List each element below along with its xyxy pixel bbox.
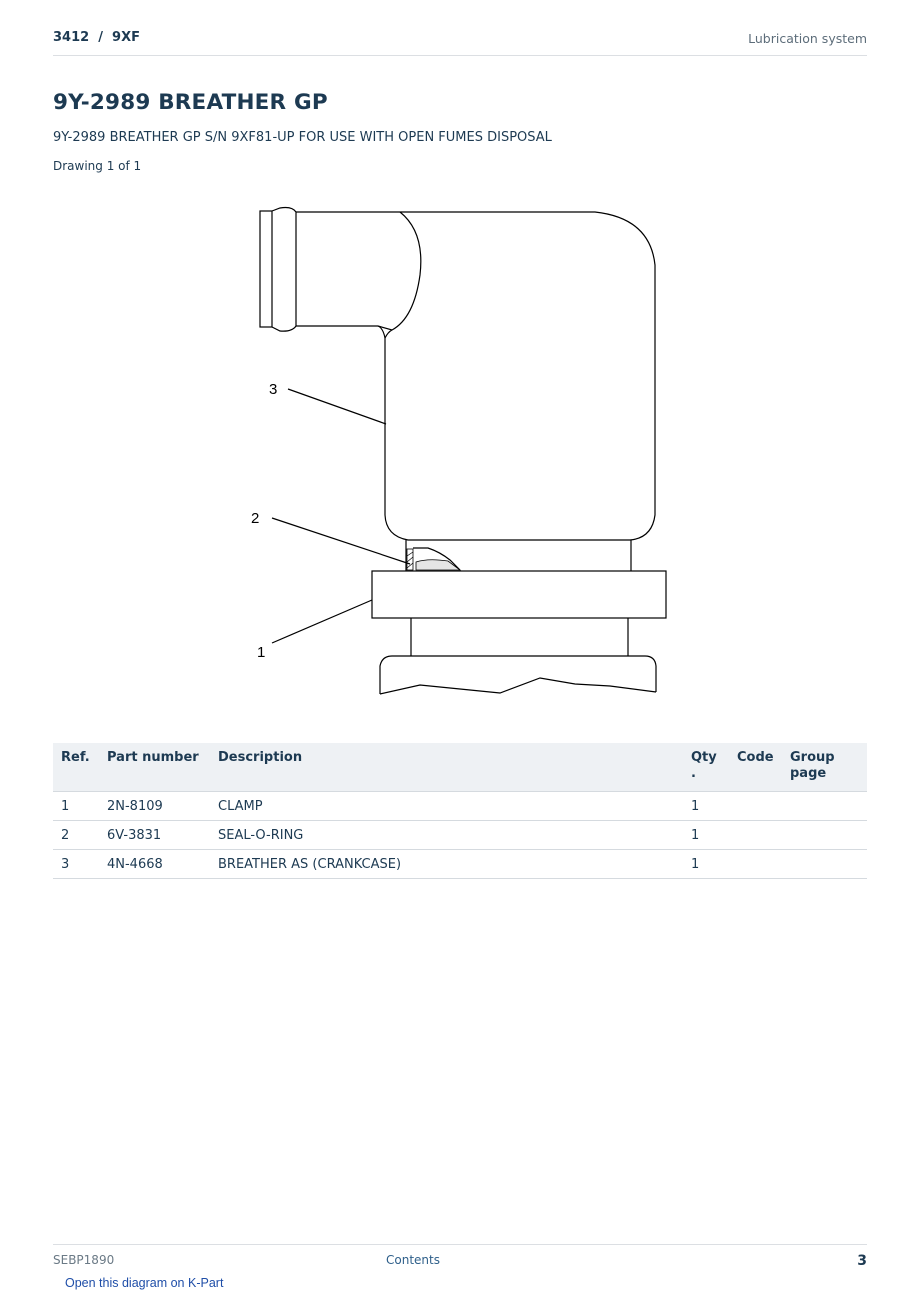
outlet-pipe — [260, 208, 421, 332]
header-qty-line2: . — [691, 766, 696, 781]
header-part-number: Part number — [99, 743, 210, 792]
cell-group-page — [782, 792, 867, 821]
cell-qty: 1 — [683, 792, 729, 821]
section-name: Lubrication system — [748, 31, 867, 46]
cell-code — [729, 792, 782, 821]
cell-description: BREATHER AS (CRANKCASE) — [210, 850, 683, 879]
seal-area — [406, 540, 631, 571]
cell-ref: 1 — [53, 792, 99, 821]
header-code: Code — [729, 743, 782, 792]
cell-qty: 1 — [683, 821, 729, 850]
page-subtitle: 9Y-2989 BREATHER GP S/N 9XF81-UP FOR USE WITH OPEN FUMES DISPOSAL — [53, 130, 552, 145]
cell-description: SEAL-O-RING — [210, 821, 683, 850]
header-ref: Ref. — [53, 743, 99, 792]
cell-description: CLAMP — [210, 792, 683, 821]
header-description: Description — [210, 743, 683, 792]
page-title: 9Y-2989 BREATHER GP — [53, 90, 328, 115]
page-number: 3 — [857, 1253, 867, 1269]
header-group-page — [782, 743, 867, 792]
model-serial: 3412 / 9XF — [53, 30, 140, 45]
header-group-line1: Group — [790, 750, 835, 765]
lower-tube — [380, 618, 656, 694]
cell-part-number: 6V-3831 — [99, 821, 210, 850]
open-in-kpart-link[interactable]: Open this diagram on K-Part — [65, 1276, 224, 1290]
page-header — [53, 28, 867, 56]
drawing-count: Drawing 1 of 1 — [53, 159, 142, 173]
table-row — [53, 821, 867, 850]
cell-ref: 2 — [53, 821, 99, 850]
cell-code — [729, 850, 782, 879]
contents-link[interactable]: Contents — [386, 1253, 440, 1267]
table-row — [53, 850, 867, 879]
header-qty-line1: Qty — [691, 750, 717, 765]
document-id: SEBP1890 — [53, 1253, 115, 1267]
cell-group-page — [782, 850, 867, 879]
parts-diagram — [240, 195, 680, 705]
callout-1: 1 — [257, 644, 266, 661]
parts-table — [53, 743, 867, 879]
table-row — [53, 792, 867, 821]
cell-ref: 3 — [53, 850, 99, 879]
clamp — [372, 571, 666, 618]
cell-part-number: 2N-8109 — [99, 792, 210, 821]
cell-qty: 1 — [683, 850, 729, 879]
callout-leaders — [272, 389, 410, 643]
table-header-row — [53, 743, 867, 792]
callout-3: 3 — [269, 381, 278, 398]
callout-2: 2 — [251, 510, 260, 527]
breather-body — [378, 212, 655, 540]
header-group-line2: page — [790, 766, 827, 781]
page-footer — [53, 1244, 867, 1275]
cell-code — [729, 821, 782, 850]
cell-group-page — [782, 821, 867, 850]
cell-part-number: 4N-4668 — [99, 850, 210, 879]
header-qty — [683, 743, 729, 792]
